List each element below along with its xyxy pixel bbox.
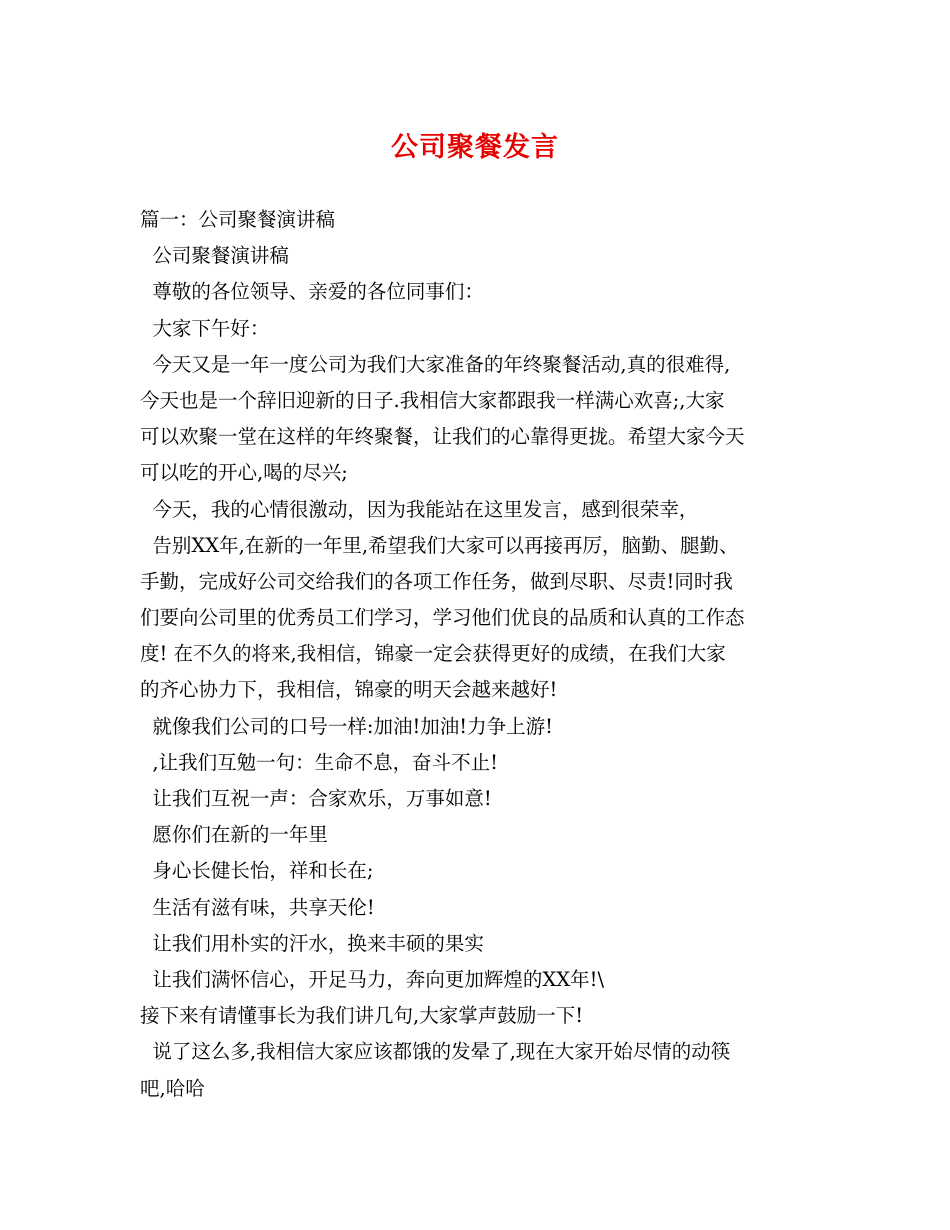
paragraph-line: 就像我们公司的口号一样:加油!加油!力争上游! bbox=[140, 714, 553, 738]
paragraph-line: 让我们互祝一声：合家欢乐，万事如意! bbox=[140, 787, 492, 810]
paragraph-line: 今天，我的心情很激动，因为我能站在这里发言，感到很荣幸， bbox=[140, 497, 699, 521]
paragraph-line: 让我们用朴实的汗水，换来丰硕的果实 bbox=[140, 931, 484, 955]
paragraph-line: 们要向公司里的优秀员工们学习，学习他们优良的品质和认真的工作态 bbox=[140, 606, 745, 630]
document-title: 公司聚餐发言 bbox=[391, 132, 559, 163]
paragraph-line: 可以吃的开心,喝的尽兴; bbox=[140, 461, 348, 485]
paragraph-line: 大家下午好： bbox=[140, 316, 270, 340]
paragraph-line: 说了这么多,我相信大家应该都饿的发晕了,现在大家开始尽情的动筷 bbox=[140, 1040, 731, 1064]
paragraph-line: 今天也是一个辞旧迎新的日子.我相信大家都跟我一样满心欢喜;,大家 bbox=[140, 388, 725, 412]
paragraph-line: 手勤，完成好公司交给我们的各项工作任务，做到尽职、尽责!同时我 bbox=[140, 569, 733, 593]
paragraph-line: 度! 在不久的将来,我相信，锦豪一定会获得更好的成绩，在我们大家 bbox=[140, 642, 726, 666]
paragraph-line: 告别XX年,在新的一年里,希望我们大家可以再接再厉，脑勤、腿勤、 bbox=[140, 533, 739, 557]
paragraph-line: 今天又是一年一度公司为我们大家准备的年终聚餐活动,真的很难得, bbox=[140, 352, 731, 376]
paragraph-line: 身心长健长怡，祥和长在; bbox=[140, 859, 374, 883]
paragraph-line: ,让我们互勉一句：生命不息，奋斗不止! bbox=[140, 750, 498, 774]
paragraph-line: 篇一：公司聚餐演讲稿 bbox=[140, 208, 336, 231]
paragraph-line: 让我们满怀信心，开足马力，奔向更加辉煌的XX年!\ bbox=[140, 967, 605, 991]
paragraph-line: 生活有滋有味，共享天伦! bbox=[140, 895, 375, 919]
paragraph-line: 可以欢聚一堂在这样的年终聚餐，让我们的心靠得更拢。希望大家今天 bbox=[140, 425, 745, 449]
paragraph-line: 接下来有请懂事长为我们讲几句,大家掌声鼓励一下! bbox=[140, 1004, 584, 1028]
paragraph-line: 愿你们在新的一年里 bbox=[140, 823, 328, 847]
paragraph-line: 吧,哈哈 bbox=[140, 1076, 205, 1100]
paragraph-line: 尊敬的各位领导、亲爱的各位同事们： bbox=[140, 280, 484, 304]
paragraph-line: 的齐心协力下，我相信，锦豪的明天会越来越好! bbox=[140, 678, 558, 702]
paragraph-line: 公司聚餐演讲稿 bbox=[140, 244, 289, 268]
document-body bbox=[140, 202, 815, 1107]
